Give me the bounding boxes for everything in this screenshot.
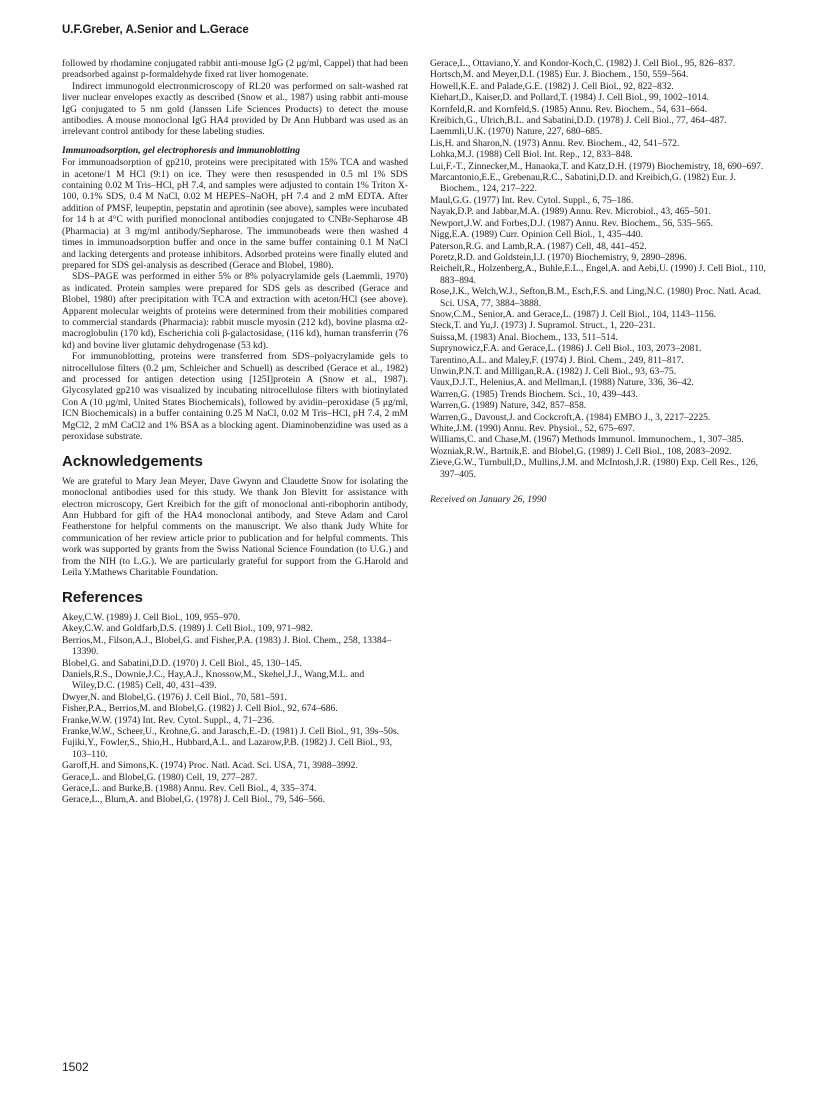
reference-item: Kornfeld,R. and Kornfeld,S. (1985) Annu. Rev. Biochem., 54, 631–664. (430, 103, 708, 115)
reference-item: Fujiki,Y., Fowler,S., Shio,H., Hubbard,A.L. and Lazarow,P.B. (1982) J. Cell Biol., 93, 103–110. (62, 737, 393, 760)
reference-item: Reichelt,R., Holzenberg,A., Buhle,E.L., Engel,A. and Aebi,U. (1990) J. Cell Biol., 110, 883–894. (430, 263, 766, 286)
acknowledgements-title: Acknowledgements (62, 453, 203, 471)
reference-item: Dwyer,N. and Blobel,G. (1976) J. Cell Biol., 70, 581–591. (62, 691, 287, 703)
reference-item: Gerace,L. and Blobel,G. (1980) Cell, 19, 277–287. (62, 771, 258, 783)
reference-list-right (430, 58, 776, 480)
received-date: Received on January 26, 1990 (430, 494, 547, 506)
reference-item: Laemmli,U.K. (1970) Nature, 227, 680–685. (430, 126, 603, 138)
reference-item: Suprynowicz,F.A. and Gerace,L. (1986) J. Cell Biol., 103, 2073–2081. (430, 343, 702, 355)
reference-item: Zieve,G.W., Turnbull,D., Mullins,J.M. and McIntosh,J.R. (1980) Exp. Cell Res., 126, 397–405. (430, 457, 758, 480)
reference-item: Paterson,R.G. and Lamb,R.A. (1987) Cell, 48, 441–452. (430, 240, 647, 252)
reference-item: Garoff,H. and Simons,K. (1974) Proc. Natl. Acad. Sci. USA, 71, 3988–3992. (62, 760, 358, 772)
reference-item: Lis,H. and Sharon,N. (1973) Annu. Rev. Biochem., 42, 541–572. (430, 137, 680, 149)
reference-item: Akey,C.W. (1989) J. Cell Biol., 109, 955–970. (62, 611, 241, 623)
reference-item: Warren,G. (1985) Trends Biochem. Sci., 10, 439–443. (430, 388, 638, 400)
acknowledgements-text: We are grateful to Mary Jean Meyer, Dave Gwynn and Claudette Snow for isolating the monoclonal antibodies used for this study. We thank Jon Blevitt for assistance with electron microscopy, Gert Kreibich for the gift of monoclonal anti-ribophorin antibody, Ann Hubbard for gift of the HA4 monoclonal antibody, and Steve Adam and Carol Featherstone for helpful comments on the manuscript. We also thank Judy White for communication of her review article prior to publication and for helpful comments. This work was supported by grants from the Swiss National Science Foundation (to U.G.) and from the NIH (to L.G.). We are particularly grateful for support from the G.Harold and Leila Y.Mathews Charitable Foundation. (62, 475, 408, 579)
reference-item: Tarentino,A.L. and Maley,F. (1974) J. Biol. Chem., 249, 811–817. (430, 354, 684, 366)
reference-item: Gerace,L. and Burke,B. (1988) Annu. Rev. Cell Biol., 4, 335–374. (62, 782, 317, 794)
reference-item: Lohka,M.J. (1988) Cell Biol. Int. Rep., 12, 833–848. (430, 149, 633, 161)
subsection-title: Immunoadsorption, gel electrophoresis and immunoblotting (62, 144, 301, 156)
reference-item: Warren,G., Davoust,J. and Cockcroft,A. (1984) EMBO J., 3, 2217–2225. (430, 411, 711, 423)
reference-item: Newport,J.W. and Forbes,D.J. (1987) Annu. Rev. Biochem., 56, 535–565. (430, 217, 714, 229)
reference-item: Rose,J.K., Welch,W.J., Sefton,B.M., Esch,F.S. and Ling,N.C. (1980) Proc. Natl. Acad. Sci. USA, 77, 3884–3888. (430, 286, 762, 309)
reference-list-left (62, 612, 408, 806)
reference-item: Franke,W.W. (1974) Int. Rev. Cytol. Suppl., 4, 71–236. (62, 714, 275, 726)
reference-item: Blobel,G. and Sabatini,D.D. (1970) J. Cell Biol., 45, 130–145. (62, 657, 302, 669)
running-header: U.F.Greber, A.Senior and L.Gerace (62, 24, 249, 36)
reference-item: Wozniak,R.W., Bartnik,E. and Blobel,G. (1989) J. Cell Biol., 108, 2083–2092. (430, 445, 732, 457)
reference-item: Vaux,D.J.T., Helenius,A. and Mellman,I. (1988) Nature, 336, 36–42. (430, 377, 694, 389)
left-column (62, 58, 408, 806)
reference-item: Warren,G. (1989) Nature, 342, 857–858. (430, 400, 587, 412)
reference-item: Daniels,R.S., Downie,J.C., Hay,A.J., Knossow,M., Skehel,J.J., Wang,M.L. and Wiley,D.C. (1985) Cell, 40, 431–439. (62, 668, 365, 692)
methods-paragraph: For immunoadsorption of gp210, proteins were precipitated with 15% TCA and washed in acetone/1 M HCl (9:1) on ice. They were then resuspended in 0.5 ml 1% SDS containing 0.02 M Tris–HCl, pH 7.4, and samples were adjusted to contain 1% Triton X-100, 0.1% SDS, 0.4 M NaCl, 0.02 M HEPES–NaOH, pH 7.4 and 2 mM EDTA. After addition of PMSF, leupeptin, pepstatin and aprotinin (see above), samples were incubated for 14 h at 4°C with purified monoclonal antibodies conjugated to CNBr-Sepharose 4B (Pharmacia) at 3 mg/ml antibody/Sepharose. The immunobeads were then washed 4 times in immunoadsorption buffer and once in the same buffer containing 0.1 M NaCl and lacking detergents and protease inhibitors. Adsorbed proteins were finally eluted and prepared for SDS gel-analysis as described (Gerace and Blobel, 1980). (62, 157, 408, 271)
reference-item: Suissa,M. (1983) Anal. Biochem., 133, 511–514. (430, 331, 618, 343)
reference-item: Maul,G.G. (1977) Int. Rev. Cytol. Suppl., 6, 75–186. (430, 194, 634, 206)
page-number: 1502 (62, 1060, 89, 1074)
reference-item: White,J.M. (1990) Annu. Rev. Physiol., 52, 675–697. (430, 423, 635, 434)
reference-item: Gerace,L., Ottaviano,Y. and Kondor-Koch,C. (1982) J. Cell Biol., 95, 826–837. (430, 58, 736, 69)
intro-paragraph: followed by rhodamine conjugated rabbit anti-mouse IgG (2 μg/ml, Cappel) that had been preadsorbed against p-formaldehyde fixed rat liver homogenate. (62, 58, 408, 81)
reference-item: Fisher,P.A., Berrios,M. and Blobel,G. (1982) J. Cell Biol., 92, 674–686. (62, 703, 338, 715)
reference-item: Unwin,P.N.T. and Milligan,R.A. (1982) J. Cell Biol., 93, 63–75. (430, 365, 677, 377)
reference-item: Kiehart,D., Kaiser,D. and Pollard,T. (1984) J. Cell Biol., 99, 1002–1014. (430, 92, 709, 104)
reference-item: Berrios,M., Filson,A.J., Blobel,G. and Fisher,P.A. (1983) J. Biol. Chem., 258, 13384–13390. (62, 634, 392, 658)
reference-item: Williams,C. and Chase,M. (1967) Methods Immunol. Immunochem., 1, 307–385. (430, 434, 744, 446)
reference-item: Nigg,E.A. (1989) Curr. Opinion Cell Biol., 1, 435–440. (430, 229, 643, 241)
reference-item: Kreibich,G., Ulrich,B.L. and Sabatini,D.D. (1978) J. Cell Biol., 77, 464–487. (430, 115, 727, 127)
methods-paragraph: For immunoblotting, proteins were transferred from SDS–polyacrylamide gels to nitrocellulose filters (0.2 μm, Schleicher and Schuell) as described (Gerace et al., 1982) and processed for antigen detection using [125I]protein A (Snow et al., 1987). Glycosylated gp210 was visualized by incubating nitrocellulose filters with biotinylated Con A (10 μg/ml, United States Biochemicals), followed by avidin–peroxidase (5 μg/ml, ICN Biochemicals) in a buffer containing 0.25 M NaCl, 0.02 M Tris–HCl, pH 7.4, 2 mM MgCl2, 2 mM CaCl2 and 1% BSA as a blocking agent. Diaminobenzidine was used as a peroxidase substrate. (62, 351, 408, 442)
right-column (430, 58, 776, 505)
methods-paragraph: SDS–PAGE was performed in either 5% or 8% polyacrylamide gels (Laemmli, 1970) as indicated. Protein samples were prepared for SDS gels as described (Gerace and Blobel, 1980) after precipitation with TCA and extraction with aceton/HCl (see above). Apparent molecular weights of proteins were determined from their mobilities compared to commercial standards (Pharmacia): rabbit muscle myosin (212 kd), bovine plasma α2-macroglobulin (170 kd), Escherichia coli β-galactosidase, (116 kd), human transferrin (76 kd) and bovine liver glutamic dehydrogenase (53 kd). (62, 271, 408, 351)
references-title: References (62, 589, 143, 607)
reference-item: Gerace,L., Blum,A. and Blobel,G. (1978) J. Cell Biol., 79, 546–566. (62, 794, 325, 806)
reference-item: Lui,F.-T., Zinnecker,M., Hanaoka,T. and Katz,D.H. (1979) Biochemistry, 18, 690–697. (430, 160, 764, 172)
reference-item: Poretz,R.D. and Goldstein,I.J. (1970) Biochemistry, 9, 2890–2896. (430, 251, 687, 263)
reference-item: Franke,W.W., Scheer,U., Krohne,G. and Jarasch,E.-D. (1981) J. Cell Biol., 91, 39s–50s. (62, 725, 400, 737)
reference-item: Snow,C.M., Senior,A. and Gerace,L. (1987) J. Cell Biol., 104, 1143–1156. (430, 308, 717, 320)
reference-item: Marcantonio,E.E., Grebenau,R.C., Sabatini,D.D. and Kreibich,G. (1982) Eur. J. Biochem., 124, 217–222. (430, 172, 736, 195)
reference-item: Nayak,D.P. and Jabbar,M.A. (1989) Annu. Rev. Microbiol., 43, 465–501. (430, 206, 711, 218)
reference-item: Howell,K.E. and Palade,G.E. (1982) J. Cell Biol., 92, 822–832. (430, 80, 674, 92)
intro-paragraph: Indirect immunogold electronmicroscopy of RL20 was performed on salt-washed rat liver nuclear envelopes exactly as described (Snow et al., 1987) using rabbit anti-mouse IgG conjugated to 5 nm gold (Janssen Life Sciences Products) to detect the mouse antibodies. A mouse monoclonal IgG HA4 provided by Dr Ann Hubbard was used as an irrelevant control antibody for these labeling studies. (62, 80, 408, 138)
reference-item: Steck,T. and Yu,J. (1973) J. Supramol. Struct., 1, 220–231. (430, 320, 656, 332)
reference-item: Akey,C.W. and Goldfarb,D.S. (1989) J. Cell Biol., 109, 971–982. (62, 623, 313, 635)
reference-item: Hortsch,M. and Meyer,D.I. (1985) Eur. J. Biochem., 150, 559–564. (430, 69, 689, 81)
